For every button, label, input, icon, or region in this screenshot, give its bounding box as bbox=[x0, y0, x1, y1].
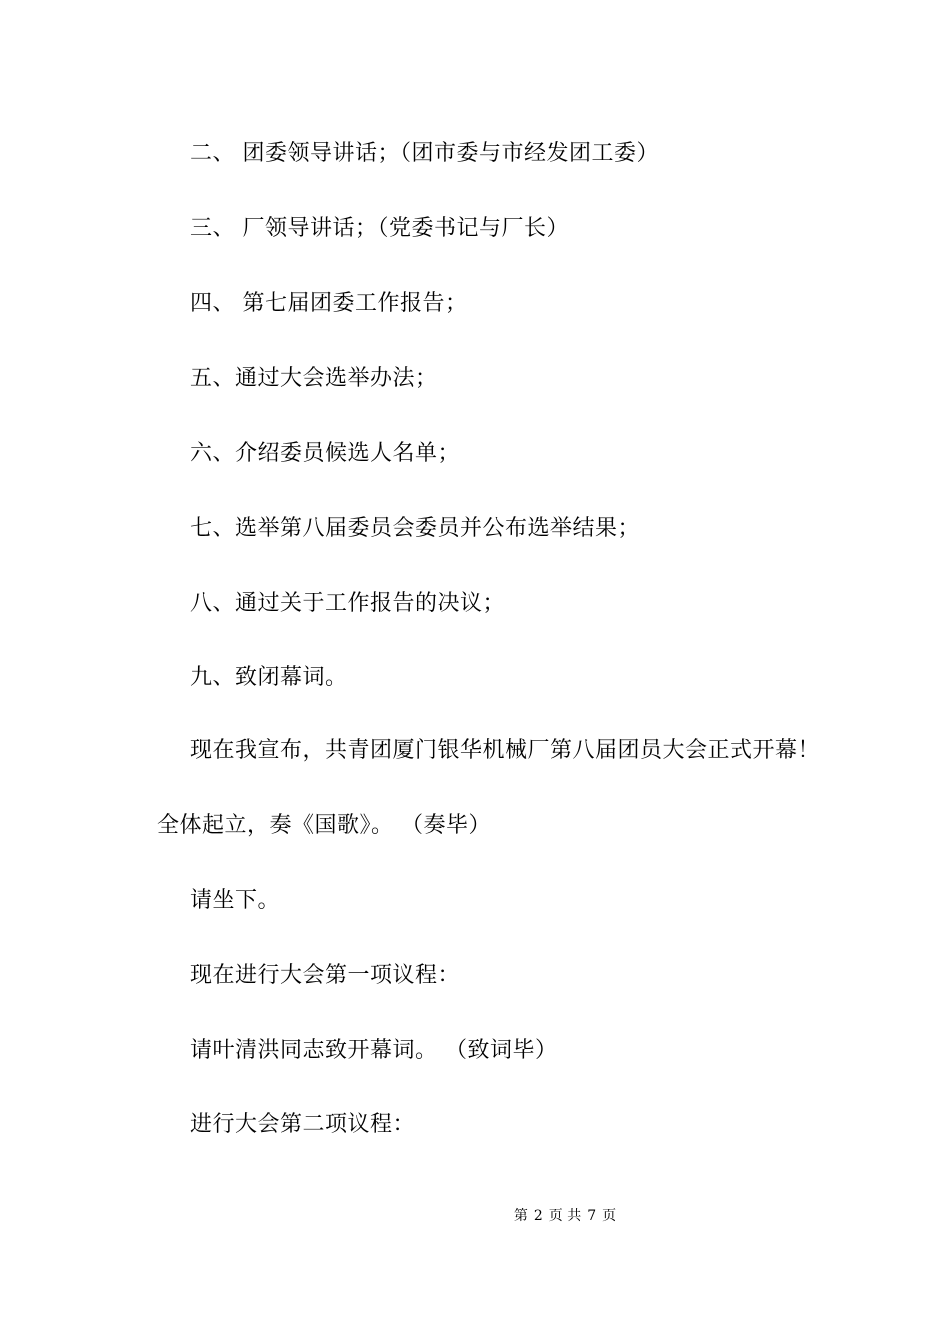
agenda-item-3: 三、 厂领导讲话；（党委书记与厂长） bbox=[190, 216, 569, 241]
anthem-line: 全体起立，奏《国歌》。 （奏毕） bbox=[157, 813, 491, 838]
footer-middle: 页 共 bbox=[548, 1208, 582, 1224]
agenda-item-4: 四、 第七届团委工作报告； bbox=[190, 291, 468, 316]
agenda-item-9: 九、致闭幕词。 bbox=[190, 665, 348, 690]
page-footer bbox=[0, 1206, 950, 1226]
second-agenda-line: 进行大会第二项议程： bbox=[190, 1112, 416, 1137]
agenda-item-7: 七、选举第八届委员会委员并公布选举结果； bbox=[190, 516, 641, 541]
footer-suffix: 页 bbox=[602, 1208, 617, 1224]
first-agenda-line: 现在进行大会第一项议程： bbox=[190, 963, 461, 988]
footer-prefix: 第 bbox=[513, 1208, 528, 1224]
agenda-item-6: 六、介绍委员候选人名单； bbox=[190, 441, 461, 466]
agenda-item-2: 二、 团委领导讲话；（团市委与市经发团工委） bbox=[190, 141, 659, 166]
opening-speech-line: 请叶清洪同志致开幕词。 （致词毕） bbox=[190, 1038, 558, 1063]
please-sit-line: 请坐下。 bbox=[190, 888, 281, 913]
agenda-item-5: 五、通过大会选举办法； bbox=[190, 366, 438, 391]
footer-page-number: 2 bbox=[533, 1208, 543, 1224]
agenda-item-8: 八、通过关于工作报告的决议； bbox=[190, 591, 506, 616]
opening-announcement: 现在我宣布，共青团厦门银华机械厂第八届团员大会正式开幕！ bbox=[190, 738, 821, 763]
footer-total-pages: 7 bbox=[587, 1208, 597, 1224]
